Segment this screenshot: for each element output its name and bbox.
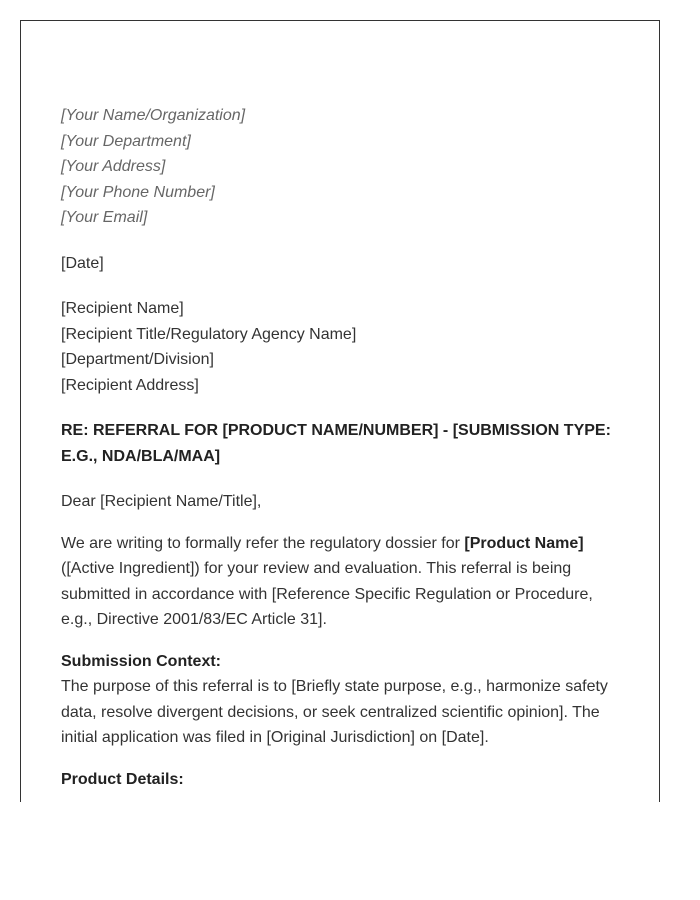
intro-line-2: ([Active Ingredient]) for your review and evaluation. This referral is being: [61, 560, 572, 577]
recipient-department: [Department/Division]: [61, 351, 214, 368]
recipient-title-agency: [Recipient Title/Regulatory Agency Name]: [61, 325, 357, 343]
sender-department: [Your Department]: [61, 132, 191, 150]
submission-context-line-3: initial application was filed in [Original Jurisdiction] on [Date].: [61, 729, 489, 746]
salutation-block: [61, 489, 621, 515]
sender-phone: [Your Phone Number]: [61, 183, 215, 201]
recipient-block: [61, 296, 621, 398]
sender-address: [Your Address]: [61, 158, 166, 175]
sender-email: [Your Email]: [61, 209, 148, 226]
letter-page: [20, 20, 660, 802]
intro-line-1: [61, 531, 621, 557]
product-name-placeholder: [Product Name]: [464, 534, 584, 552]
sender-name: [Your Name/Organization]: [61, 107, 246, 124]
sender-block: [61, 103, 621, 231]
recipient-name: [Recipient Name]: [61, 300, 184, 317]
intro-line-1-text: We are writing to formally refer the regulatory dossier for: [61, 534, 465, 552]
submission-context-line-2: data, resolve divergent decisions, or seek centralized scientific opinion]. The: [61, 703, 600, 721]
submission-context-title: Submission Context:: [61, 652, 222, 670]
intro-line-4: e.g., Directive 2001/83/EC Article 31].: [61, 611, 327, 628]
letter-content: [61, 103, 621, 792]
intro-paragraph: [61, 531, 621, 633]
product-details-section: [61, 767, 621, 793]
submission-context-line-1: The purpose of this referral is to [Briefly state purpose, e.g., harmonize safety: [61, 678, 608, 695]
product-details-title: Product Details:: [61, 770, 184, 788]
submission-context-section: [61, 649, 621, 751]
subject-line: [61, 418, 621, 469]
subject-line-1: RE: REFERRAL FOR [PRODUCT NAME/NUMBER] - [SUBMISSION TYPE:: [61, 422, 611, 439]
subject-line-2: E.G., NDA/BLA/MAA]: [61, 447, 221, 465]
letter-date: [Date]: [61, 254, 104, 272]
intro-line-3: submitted in accordance with [Reference Specific Regulation or Procedure,: [61, 585, 593, 603]
salutation: Dear [Recipient Name/Title],: [61, 493, 262, 510]
date-block: [61, 251, 621, 277]
recipient-address: [Recipient Address]: [61, 376, 199, 394]
